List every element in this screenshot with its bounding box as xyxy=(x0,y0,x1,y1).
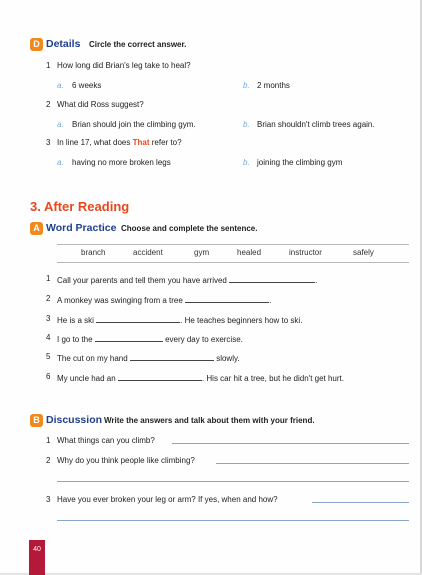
sentence-6-number: 6 xyxy=(46,372,51,381)
discussion-3-number: 3 xyxy=(46,495,51,504)
question-3-number: 3 xyxy=(46,138,51,147)
option-a-letter: a. xyxy=(57,158,64,167)
discussion-2-answer-line[interactable] xyxy=(216,463,409,464)
sentence-5-number: 5 xyxy=(46,352,51,361)
section-b-instruction: Write the answers and talk about them with your friend. xyxy=(104,416,315,425)
sentence-3-blank[interactable] xyxy=(96,314,180,323)
sentence-3-number: 3 xyxy=(46,314,51,323)
question-3-text-after: refer to? xyxy=(151,138,182,147)
sentence-4-blank[interactable] xyxy=(95,333,163,342)
section-d-instruction: Circle the correct answer. xyxy=(89,40,187,49)
question-1-option-b[interactable]: 2 months xyxy=(257,81,290,90)
question-1-text: How long did Brian's leg take to heal? xyxy=(57,61,191,70)
sentence-1-after: . xyxy=(315,276,318,285)
word-bank-item: healed xyxy=(237,248,262,257)
discussion-1-answer-line[interactable] xyxy=(172,443,409,444)
question-1-option-a[interactable]: 6 weeks xyxy=(72,81,102,90)
sentence-6 xyxy=(57,372,344,383)
sentence-5 xyxy=(57,352,240,363)
after-reading-heading: 3. After Reading xyxy=(30,199,130,214)
section-a-badge: A xyxy=(30,222,43,235)
sentence-1-number: 1 xyxy=(46,274,51,283)
sentence-4 xyxy=(57,333,243,344)
question-2-number: 2 xyxy=(46,100,51,109)
sentence-3-before: He is a ski xyxy=(57,316,94,325)
option-a-letter: a. xyxy=(57,81,64,90)
question-3-text-before: In line 17, what does xyxy=(57,138,131,147)
option-a-letter: a. xyxy=(57,120,64,129)
sentence-1-blank[interactable] xyxy=(229,274,318,285)
option-b-letter: b. xyxy=(243,158,250,167)
sentence-2-before: A monkey was swinging from a tree xyxy=(57,296,183,305)
question-3-highlight-word: That xyxy=(132,138,150,147)
sentence-6-blank[interactable] xyxy=(118,372,202,381)
sentence-2-after: . xyxy=(269,296,272,305)
sentence-6-before: My uncle had an xyxy=(57,374,116,383)
sentence-4-after: every day to exercise. xyxy=(165,335,243,344)
question-2-text: What did Ross suggest? xyxy=(57,100,144,109)
sentence-2-number: 2 xyxy=(46,294,51,303)
word-bank-item: branch xyxy=(81,248,106,257)
sentence-5-after: slowly. xyxy=(216,354,240,363)
option-b-letter: b. xyxy=(243,81,250,90)
discussion-3-answer-line[interactable] xyxy=(312,502,409,503)
word-bank xyxy=(57,244,409,263)
sentence-3 xyxy=(57,314,302,325)
sentence-2-blank[interactable] xyxy=(185,294,272,305)
section-d-badge: D xyxy=(30,38,43,51)
sentence-1 xyxy=(57,274,317,285)
section-d-title: Details xyxy=(46,38,81,50)
section-a-instruction: Choose and complete the sentence. xyxy=(121,224,258,233)
section-b-badge: B xyxy=(30,414,43,427)
option-b-letter: b. xyxy=(243,120,250,129)
word-bank-item: instructor xyxy=(289,248,322,257)
discussion-2-number: 2 xyxy=(46,456,51,465)
sentence-4-number: 4 xyxy=(46,333,51,342)
discussion-3-text: Have you ever broken your leg or arm? If yes, when and how? xyxy=(57,495,278,504)
question-3-option-a[interactable]: having no more broken legs xyxy=(72,158,171,167)
sentence-6-after: . His car hit a tree, but he didn't get hurt. xyxy=(201,374,344,383)
question-3-text xyxy=(57,138,182,147)
section-b-title: Discussion xyxy=(46,414,103,426)
discussion-2-answer-line-extra[interactable] xyxy=(57,481,409,482)
sentence-1-before: Call your parents and tell them you have arrived xyxy=(57,276,227,285)
discussion-2-text: Why do you think people like climbing? xyxy=(57,456,195,465)
sentence-5-blank[interactable] xyxy=(130,352,214,361)
sentence-4-before: I go to the xyxy=(57,335,93,344)
sentence-5-before: The cut on my hand xyxy=(57,354,128,363)
sentence-2 xyxy=(57,294,271,305)
discussion-1-text: What things can you climb? xyxy=(57,436,155,445)
word-bank-item: accident xyxy=(133,248,163,257)
word-bank-item: gym xyxy=(194,248,210,257)
question-2-option-a[interactable]: Brian should join the climbing gym. xyxy=(72,120,196,129)
question-3-option-b[interactable]: joining the climbing gym xyxy=(257,158,343,167)
section-a-title: Word Practice xyxy=(46,222,117,234)
page-number: 40 xyxy=(33,546,41,553)
sentence-3-after: . He teaches beginners how to ski. xyxy=(180,316,303,325)
word-bank-item: safely xyxy=(353,248,374,257)
discussion-3-answer-line-extra[interactable] xyxy=(57,520,409,521)
discussion-1-number: 1 xyxy=(46,436,51,445)
question-1-number: 1 xyxy=(46,61,51,70)
question-2-option-b[interactable]: Brian shouldn't climb trees again. xyxy=(257,120,375,129)
